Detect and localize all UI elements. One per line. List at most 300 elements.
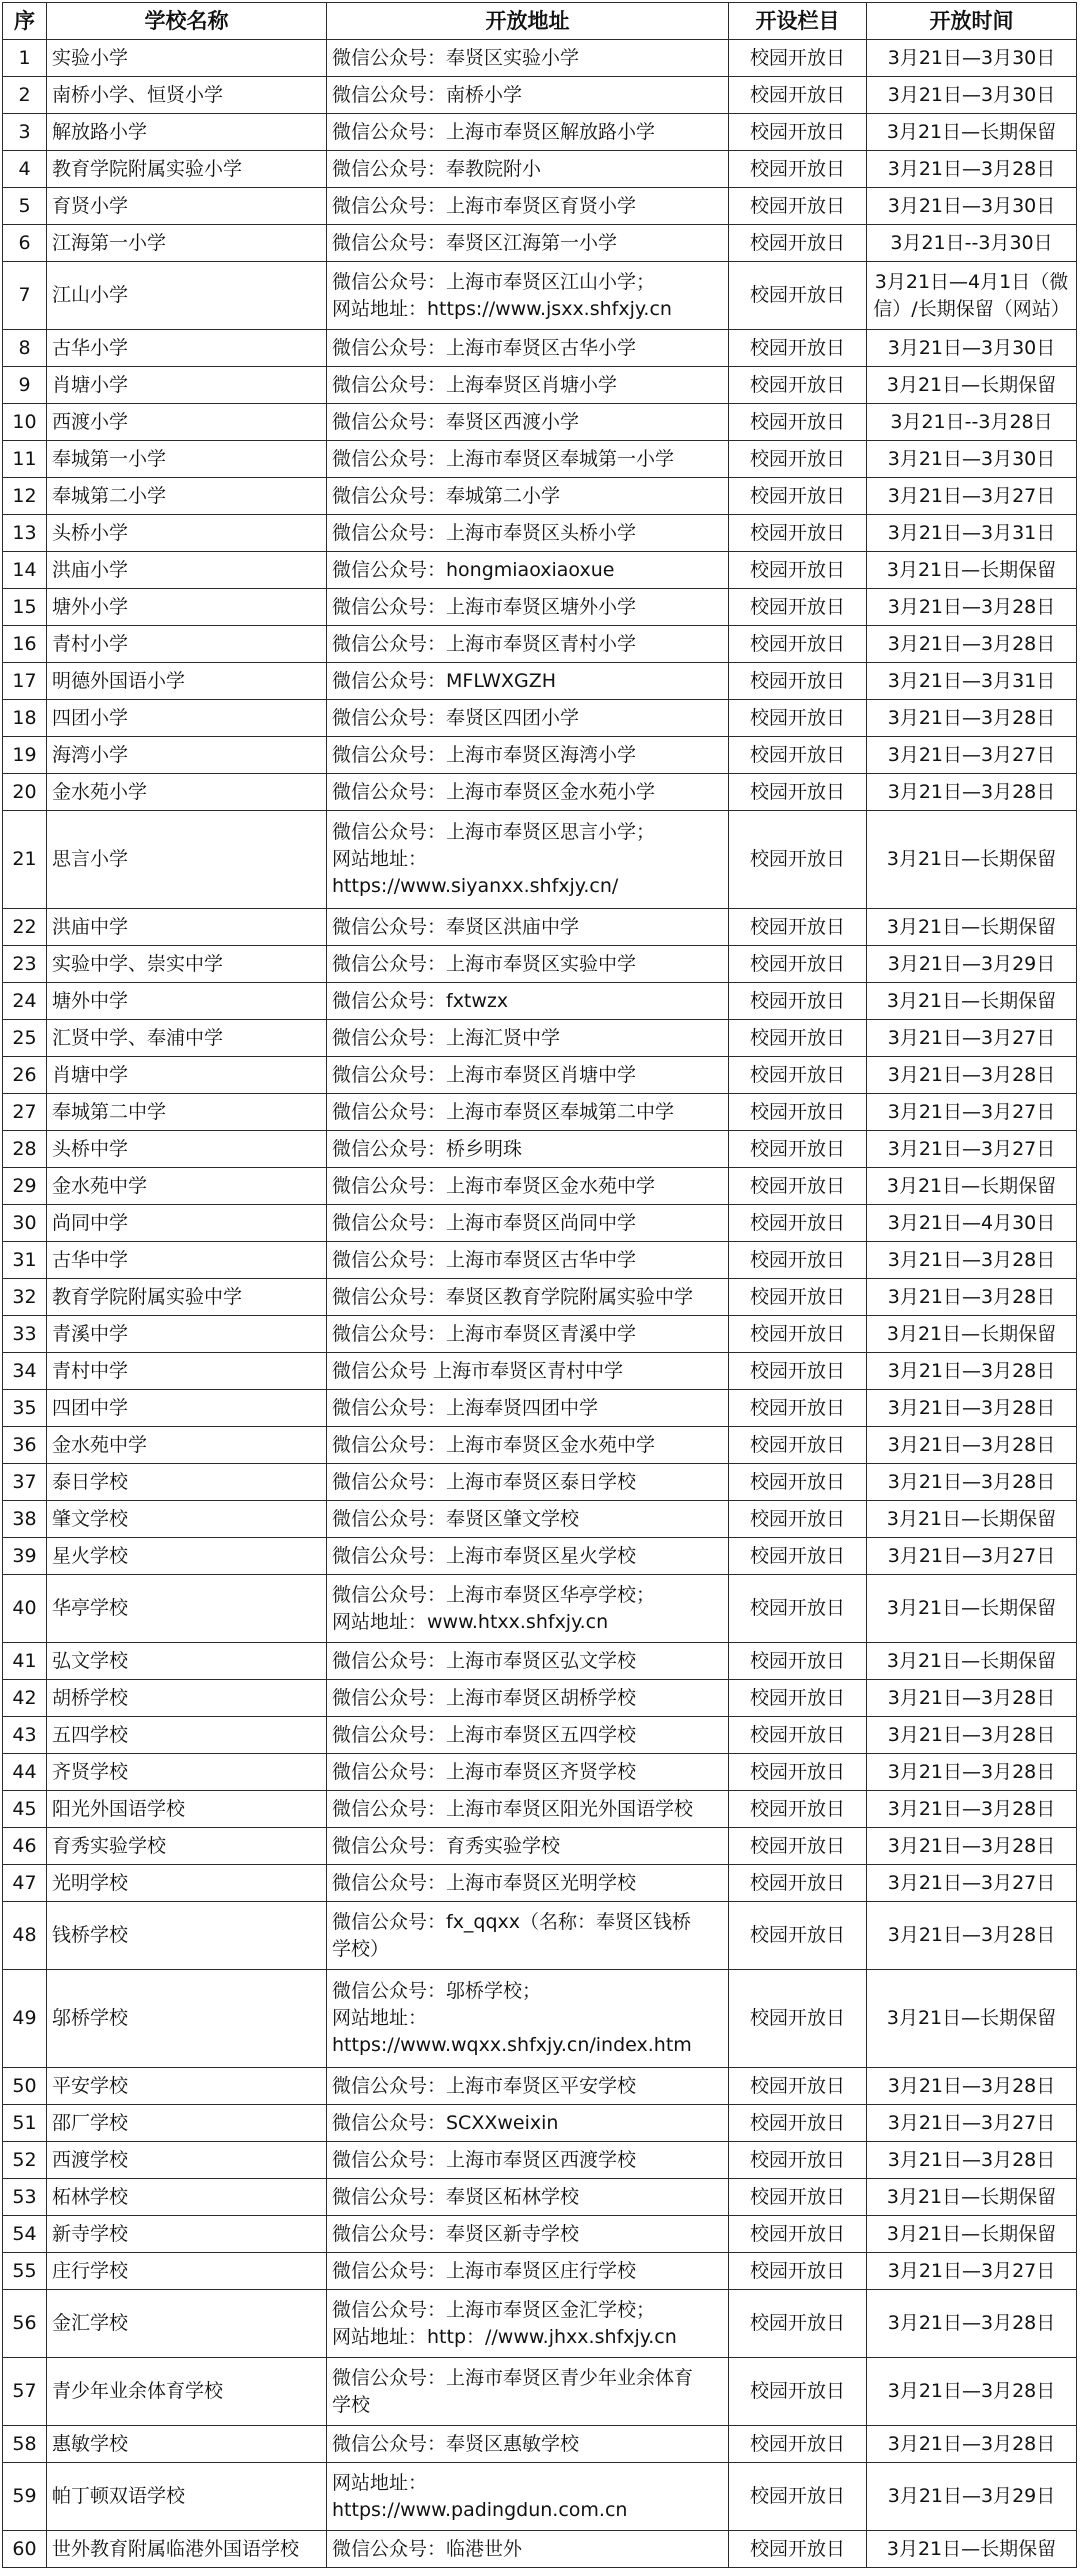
open-time-cell [867, 2290, 1077, 2358]
column-cell: 校园开放日 [729, 1791, 867, 1828]
table-row [3, 552, 1077, 589]
column-cell: 校园开放日 [729, 1643, 867, 1680]
row-index-cell: 38 [3, 1501, 47, 1538]
school-name-cell: 金水苑中学 [47, 1168, 327, 1205]
time-line: 3月21日—3月28日 [887, 2148, 1056, 2171]
table-row [3, 946, 1077, 983]
open-address-cell [327, 1970, 729, 2068]
time-line: 3月21日—3月28日 [887, 2432, 1056, 2455]
school-name-cell: 邵厂学校 [47, 2105, 327, 2142]
address-line: 微信公众号：南桥小学 [332, 83, 523, 106]
table-row [3, 1205, 1077, 1242]
row-index-cell: 56 [3, 2290, 47, 2358]
column-cell: 校园开放日 [729, 441, 867, 478]
time-line: 3月21日—4月1日（微 [874, 270, 1069, 293]
row-index-cell: 13 [3, 515, 47, 552]
address-line: 学校 [332, 2393, 371, 2416]
school-name-cell: 古华中学 [47, 1242, 327, 1279]
column-cell: 校园开放日 [729, 663, 867, 700]
row-index-cell: 26 [3, 1057, 47, 1094]
address-line: 学校） [332, 1937, 390, 1960]
row-index-cell: 32 [3, 1279, 47, 1316]
column-cell: 校园开放日 [729, 983, 867, 1020]
row-index-cell: 41 [3, 1643, 47, 1680]
open-time-cell [867, 188, 1077, 225]
address-line: 微信公众号：奉贤区教育学院附属实验中学 [332, 1285, 694, 1308]
time-line: 3月21日—3月27日 [887, 2111, 1056, 2134]
school-name-cell: 星火学校 [47, 1538, 327, 1575]
open-address-cell [327, 151, 729, 188]
table-row [3, 1168, 1077, 1205]
column-cell: 校园开放日 [729, 2253, 867, 2290]
open-time-cell [867, 404, 1077, 441]
column-cell: 校园开放日 [729, 2358, 867, 2426]
school-name-cell: 汇贤中学、奉浦中学 [47, 1020, 327, 1057]
school-name-cell: 尚同中学 [47, 1205, 327, 1242]
time-line: 3月21日—3月29日 [887, 2485, 1056, 2507]
open-time-cell [867, 151, 1077, 188]
row-index-cell: 16 [3, 626, 47, 663]
time-line: 3月21日—3月28日 [887, 1433, 1056, 1456]
school-name-cell: 世外教育附属临港外国语学校 [47, 2531, 327, 2568]
open-address-cell [327, 1643, 729, 1680]
address-line: 微信公众号：邬桥学校； [332, 1980, 542, 2002]
column-cell: 校园开放日 [729, 1390, 867, 1427]
time-line: 3月21日--3月30日 [890, 231, 1053, 254]
open-time-cell [867, 441, 1077, 478]
address-line: 网站地址： [332, 848, 428, 870]
open-address-cell [327, 1902, 729, 1970]
open-address-cell [327, 983, 729, 1020]
table-row [3, 1754, 1077, 1791]
open-time-cell [867, 1575, 1077, 1643]
address-line: 微信公众号：上海市奉贤区平安学校 [332, 2074, 637, 2097]
open-address-cell [327, 663, 729, 700]
school-name-cell: 教育学院附属实验小学 [47, 151, 327, 188]
table-row [3, 2142, 1077, 2179]
open-time-cell [867, 478, 1077, 515]
address-line: 微信公众号：上海市奉贤区西渡学校 [332, 2148, 637, 2171]
open-address-cell [327, 1168, 729, 1205]
open-time-cell [867, 1353, 1077, 1390]
open-address-cell [327, 515, 729, 552]
open-address-cell [327, 700, 729, 737]
time-line: 3月21日—3月30日 [887, 83, 1056, 106]
table-row [3, 2290, 1077, 2358]
table-row [3, 114, 1077, 151]
address-line: 微信公众号：上海市奉贤区肖塘中学 [332, 1063, 637, 1086]
time-line: 3月21日—长期保留 [886, 2007, 1057, 2029]
school-name-cell: 南桥小学、恒贤小学 [47, 77, 327, 114]
open-address-cell [327, 626, 729, 663]
address-line: 微信公众号：上海汇贤中学 [332, 1026, 561, 1049]
row-index-cell: 34 [3, 1353, 47, 1390]
time-line: 3月21日—3月30日 [887, 336, 1056, 359]
open-address-cell [327, 1279, 729, 1316]
school-name-cell: 教育学院附属实验中学 [47, 1279, 327, 1316]
time-line: 3月21日—3月28日 [887, 1686, 1056, 1709]
row-index-cell: 15 [3, 589, 47, 626]
school-name-cell: 洪庙小学 [47, 552, 327, 589]
row-index-cell: 28 [3, 1131, 47, 1168]
row-index-cell: 25 [3, 1020, 47, 1057]
school-name-cell: 肇文学校 [47, 1501, 327, 1538]
open-time-cell [867, 1168, 1077, 1205]
address-line: 微信公众号：上海市奉贤区光明学校 [332, 1871, 637, 1894]
table-row [3, 1316, 1077, 1353]
address-line: 微信公众号：上海市奉贤区五四学校 [332, 1723, 637, 1746]
school-name-cell: 四团小学 [47, 700, 327, 737]
column-cell: 校园开放日 [729, 478, 867, 515]
school-name-cell: 塘外小学 [47, 589, 327, 626]
header-open-time: 开放时间 [867, 3, 1077, 40]
school-name-cell: 实验中学、崇实中学 [47, 946, 327, 983]
time-line: 3月21日—3月31日 [887, 521, 1056, 544]
time-line: 3月21日—3月28日 [887, 157, 1056, 180]
time-line: 3月21日—3月28日 [887, 1723, 1056, 1746]
time-line: 3月21日—3月28日 [887, 1797, 1056, 1820]
table-row [3, 1575, 1077, 1643]
table-row [3, 1390, 1077, 1427]
column-cell: 校园开放日 [729, 2463, 867, 2531]
table-row [3, 40, 1077, 77]
row-index-cell: 7 [3, 262, 47, 330]
time-line: 3月21日—长期保留 [886, 1649, 1057, 1672]
column-cell: 校园开放日 [729, 1427, 867, 1464]
time-line: 3月21日—长期保留 [886, 2185, 1057, 2208]
address-line: 微信公众号：SCXXweixin [332, 2111, 559, 2134]
time-line: 3月21日—4月30日 [887, 1211, 1056, 1234]
open-time-cell [867, 2105, 1077, 2142]
school-name-cell: 金汇学校 [47, 2290, 327, 2358]
row-index-cell: 23 [3, 946, 47, 983]
school-name-cell: 阳光外国语学校 [47, 1791, 327, 1828]
time-line: 3月21日—3月28日 [887, 632, 1056, 655]
school-name-cell: 帕丁顿双语学校 [47, 2463, 327, 2531]
table-row [3, 2216, 1077, 2253]
table-row [3, 441, 1077, 478]
row-index-cell: 6 [3, 225, 47, 262]
address-line: 微信公众号：奉贤区惠敏学校 [332, 2432, 580, 2455]
school-name-cell: 解放路小学 [47, 114, 327, 151]
row-index-cell: 22 [3, 909, 47, 946]
column-cell: 校园开放日 [729, 1680, 867, 1717]
school-name-cell: 青村小学 [47, 626, 327, 663]
school-name-cell: 奉城第一小学 [47, 441, 327, 478]
open-time-cell [867, 515, 1077, 552]
school-name-cell: 海湾小学 [47, 737, 327, 774]
column-cell: 校园开放日 [729, 1131, 867, 1168]
address-line: 网站地址： [332, 2471, 428, 2494]
row-index-cell: 4 [3, 151, 47, 188]
column-cell: 校园开放日 [729, 2068, 867, 2105]
row-index-cell: 33 [3, 1316, 47, 1353]
address-line: 微信公众号：上海市奉贤区实验中学 [332, 952, 637, 975]
open-time-cell [867, 1316, 1077, 1353]
column-cell: 校园开放日 [729, 330, 867, 367]
address-line: 微信公众号：桥乡明珠 [332, 1137, 523, 1160]
time-line: 3月21日—3月30日 [887, 194, 1056, 217]
row-index-cell: 20 [3, 774, 47, 811]
school-name-cell: 实验小学 [47, 40, 327, 77]
open-time-cell [867, 1538, 1077, 1575]
open-address-cell [327, 1427, 729, 1464]
school-name-cell: 奉城第二中学 [47, 1094, 327, 1131]
row-index-cell: 58 [3, 2426, 47, 2463]
column-cell: 校园开放日 [729, 225, 867, 262]
open-time-cell [867, 1427, 1077, 1464]
table-row [3, 1464, 1077, 1501]
open-time-cell [867, 1094, 1077, 1131]
open-address-cell [327, 1538, 729, 1575]
row-index-cell: 37 [3, 1464, 47, 1501]
school-name-cell: 金水苑小学 [47, 774, 327, 811]
open-address-cell [327, 404, 729, 441]
column-cell: 校园开放日 [729, 77, 867, 114]
address-line: https://www.padingdun.com.cn [332, 2498, 628, 2521]
open-time-cell [867, 225, 1077, 262]
address-line: 微信公众号：奉贤区西渡小学 [332, 410, 580, 433]
school-name-cell: 古华小学 [47, 330, 327, 367]
address-line: 微信公众号：奉教院附小 [332, 157, 542, 180]
table-row [3, 262, 1077, 330]
table-row [3, 1791, 1077, 1828]
address-line: 微信公众号：fxtwzx [332, 989, 509, 1012]
open-address-cell [327, 552, 729, 589]
column-cell: 校园开放日 [729, 404, 867, 441]
open-time-cell [867, 2179, 1077, 2216]
table-row [3, 367, 1077, 404]
open-time-cell [867, 367, 1077, 404]
row-index-cell: 19 [3, 737, 47, 774]
time-line: 3月21日—3月28日 [887, 2380, 1056, 2402]
address-line: 微信公众号：上海市奉贤区尚同中学 [332, 1211, 637, 1234]
row-index-cell: 50 [3, 2068, 47, 2105]
school-name-cell: 肖塘中学 [47, 1057, 327, 1094]
open-address-cell [327, 40, 729, 77]
open-time-cell [867, 2463, 1077, 2531]
school-name-cell: 育贤小学 [47, 188, 327, 225]
row-index-cell: 57 [3, 2358, 47, 2426]
time-line: 3月21日—3月28日 [887, 1285, 1056, 1308]
open-address-cell [327, 225, 729, 262]
row-index-cell: 31 [3, 1242, 47, 1279]
row-index-cell: 10 [3, 404, 47, 441]
address-line: 微信公众号：上海市奉贤区金水苑中学 [332, 1174, 656, 1197]
open-address-cell [327, 2358, 729, 2426]
open-address-cell [327, 737, 729, 774]
school-name-cell: 青溪中学 [47, 1316, 327, 1353]
open-time-cell [867, 1390, 1077, 1427]
time-line: 3月21日—3月27日 [887, 2259, 1056, 2282]
column-cell: 校园开放日 [729, 1057, 867, 1094]
table-row [3, 1057, 1077, 1094]
address-line: 微信公众号：上海奉贤区肖塘小学 [332, 373, 618, 396]
address-line: 微信公众号：上海市奉贤区奉城第二中学 [332, 1100, 675, 1123]
row-index-cell: 12 [3, 478, 47, 515]
open-time-cell [867, 1680, 1077, 1717]
open-address-cell [327, 1094, 729, 1131]
column-cell: 校园开放日 [729, 151, 867, 188]
address-line: 微信公众号：奉城第二小学 [332, 484, 561, 507]
open-address-cell [327, 188, 729, 225]
address-line: 微信公众号：上海市奉贤区星火学校 [332, 1544, 637, 1567]
time-line: 3月21日—长期保留 [886, 1322, 1057, 1345]
column-cell: 校园开放日 [729, 1168, 867, 1205]
row-index-cell: 9 [3, 367, 47, 404]
school-name-cell: 育秀实验学校 [47, 1828, 327, 1865]
table-row [3, 1020, 1077, 1057]
school-open-day-table [2, 2, 1077, 2568]
school-name-cell: 胡桥学校 [47, 1680, 327, 1717]
time-line: 3月21日—3月28日 [887, 2074, 1056, 2097]
table-row [3, 151, 1077, 188]
table-row [3, 909, 1077, 946]
column-cell: 校园开放日 [729, 1970, 867, 2068]
open-time-cell [867, 1131, 1077, 1168]
time-line: 3月21日—长期保留 [886, 2222, 1057, 2245]
address-line: 微信公众号：上海市奉贤区胡桥学校 [332, 1686, 637, 1709]
open-time-cell [867, 737, 1077, 774]
open-address-cell [327, 2426, 729, 2463]
address-line: 微信公众号：上海市奉贤区青村小学 [332, 632, 637, 655]
address-line: 微信公众号：奉贤区柘林学校 [332, 2185, 580, 2208]
time-line: 3月21日—长期保留 [886, 1597, 1057, 1619]
row-index-cell: 53 [3, 2179, 47, 2216]
address-line: 网站地址：www.htxx.shfxjy.cn [332, 1610, 609, 1633]
column-cell: 校园开放日 [729, 2290, 867, 2358]
open-address-cell [327, 1680, 729, 1717]
address-line: 微信公众号：上海市奉贤区金水苑中学 [332, 1433, 656, 1456]
open-time-cell [867, 626, 1077, 663]
column-cell: 校园开放日 [729, 2105, 867, 2142]
open-time-cell [867, 1501, 1077, 1538]
time-line: 3月21日—3月28日 [887, 1248, 1056, 1271]
open-address-cell [327, 367, 729, 404]
time-line: 3月21日—3月27日 [887, 1100, 1056, 1123]
time-line: 3月21日—3月27日 [887, 1871, 1056, 1894]
address-line: 微信公众号：MFLWXGZH [332, 669, 556, 692]
row-index-cell: 36 [3, 1427, 47, 1464]
column-cell: 校园开放日 [729, 2426, 867, 2463]
open-time-cell [867, 2142, 1077, 2179]
open-time-cell [867, 1754, 1077, 1791]
time-line: 3月21日—长期保留 [886, 2537, 1057, 2560]
time-line: 3月21日—长期保留 [886, 989, 1057, 1012]
open-address-cell [327, 1316, 729, 1353]
address-line: 微信公众号：fx_qqxx（名称：奉贤区钱桥 [332, 1910, 692, 1933]
school-name-cell: 庄行学校 [47, 2253, 327, 2290]
time-line: 3月21日—长期保留 [886, 558, 1057, 581]
school-name-cell: 齐贤学校 [47, 1754, 327, 1791]
row-index-cell: 24 [3, 983, 47, 1020]
address-line: 微信公众号：奉贤区肇文学校 [332, 1507, 580, 1530]
table-row [3, 2253, 1077, 2290]
open-address-cell [327, 478, 729, 515]
header-column: 开设栏目 [729, 3, 867, 40]
table-row [3, 626, 1077, 663]
open-time-cell [867, 1464, 1077, 1501]
address-line: 微信公众号：上海市奉贤区金水苑小学 [332, 780, 656, 803]
time-line: 3月21日—3月27日 [887, 1026, 1056, 1049]
open-time-cell [867, 262, 1077, 330]
row-index-cell: 2 [3, 77, 47, 114]
school-name-cell: 明德外国语小学 [47, 663, 327, 700]
column-cell: 校园开放日 [729, 1754, 867, 1791]
table-row [3, 1538, 1077, 1575]
open-time-cell [867, 700, 1077, 737]
open-time-cell [867, 1902, 1077, 1970]
time-line: 3月21日—长期保留 [886, 120, 1057, 143]
open-time-cell [867, 811, 1077, 909]
open-address-cell [327, 77, 729, 114]
column-cell: 校园开放日 [729, 909, 867, 946]
header-index: 序 [3, 3, 47, 40]
open-address-cell [327, 909, 729, 946]
schools-table-container [2, 2, 1077, 2568]
open-address-cell [327, 1791, 729, 1828]
table-row [3, 663, 1077, 700]
open-time-cell [867, 1865, 1077, 1902]
table-row [3, 188, 1077, 225]
time-line: 信）/长期保留（网站） [873, 297, 1070, 320]
open-address-cell [327, 1242, 729, 1279]
address-line: 微信公众号：上海市奉贤区阳光外国语学校 [332, 1797, 694, 1820]
column-cell: 校园开放日 [729, 188, 867, 225]
open-address-cell [327, 114, 729, 151]
time-line: 3月21日--3月28日 [890, 410, 1053, 433]
table-row [3, 225, 1077, 262]
table-row [3, 2179, 1077, 2216]
school-name-cell: 塘外中学 [47, 983, 327, 1020]
school-name-cell: 肖塘小学 [47, 367, 327, 404]
address-line: https://www.siyanxx.shfxjy.cn/ [332, 875, 619, 897]
address-line: 微信公众号：hongmiaoxiaoxue [332, 558, 615, 581]
school-name-cell: 洪庙中学 [47, 909, 327, 946]
school-name-cell: 金水苑中学 [47, 1427, 327, 1464]
open-time-cell [867, 2358, 1077, 2426]
table-row [3, 589, 1077, 626]
school-name-cell: 邬桥学校 [47, 1970, 327, 2068]
school-name-cell: 柘林学校 [47, 2179, 327, 2216]
address-line: 微信公众号：上海市奉贤区弘文学校 [332, 1649, 637, 1672]
column-cell: 校园开放日 [729, 1902, 867, 1970]
row-index-cell: 47 [3, 1865, 47, 1902]
table-row [3, 1131, 1077, 1168]
column-cell: 校园开放日 [729, 552, 867, 589]
column-cell: 校园开放日 [729, 2179, 867, 2216]
open-address-cell [327, 2068, 729, 2105]
table-row [3, 2426, 1077, 2463]
time-line: 3月21日—3月28日 [887, 1470, 1056, 1493]
open-address-cell [327, 2463, 729, 2531]
table-row [3, 1427, 1077, 1464]
row-index-cell: 14 [3, 552, 47, 589]
open-address-cell [327, 2531, 729, 2568]
school-name-cell: 西渡学校 [47, 2142, 327, 2179]
header-school-name: 学校名称 [47, 3, 327, 40]
open-time-cell [867, 2068, 1077, 2105]
table-row [3, 1279, 1077, 1316]
address-line: 微信公众号：上海奉贤四团中学 [332, 1396, 599, 1419]
row-index-cell: 3 [3, 114, 47, 151]
time-line: 3月21日—3月28日 [887, 1396, 1056, 1419]
table-row [3, 1353, 1077, 1390]
table-row [3, 2463, 1077, 2531]
column-cell: 校园开放日 [729, 1353, 867, 1390]
address-line: 微信公众号：上海市奉贤区塘外小学 [332, 595, 637, 618]
open-time-cell [867, 774, 1077, 811]
